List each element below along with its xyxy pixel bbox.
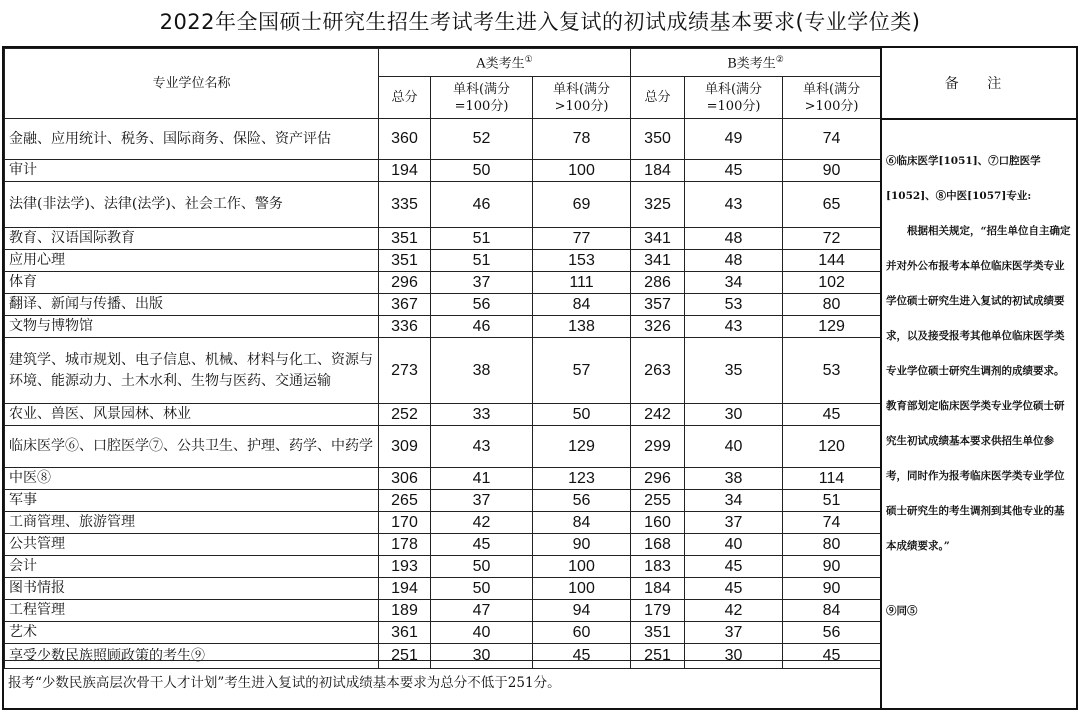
header-group-b: B类考生②	[631, 49, 881, 77]
table-row	[5, 468, 881, 490]
score-a-total: 194	[379, 578, 431, 600]
score-b-total: 160	[631, 512, 685, 534]
score-a-total: 178	[379, 534, 431, 556]
score-b-single-100: 43	[685, 182, 783, 228]
degree-name: 临床医学⑥、口腔医学⑦、公共卫生、护理、药学、中药学	[5, 426, 379, 468]
table-row	[5, 512, 881, 534]
score-a-total: 309	[379, 426, 431, 468]
table-row	[5, 250, 881, 272]
score-a-single-gt100: 94	[533, 600, 631, 622]
score-b-single-100: 45	[685, 556, 783, 578]
score-a-single-gt100: 111	[533, 272, 631, 294]
note-minority: ⑨同⑤	[886, 605, 918, 617]
score-a-total: 193	[379, 556, 431, 578]
score-b-single-100: 48	[685, 250, 783, 272]
score-b-single-100: 40	[685, 426, 783, 468]
score-a-total: 252	[379, 404, 431, 426]
score-b-single-gt100: 53	[783, 338, 881, 404]
score-a-total: 273	[379, 338, 431, 404]
score-b-single-100: 43	[685, 316, 783, 338]
score-a-single-100: 51	[431, 228, 533, 250]
score-a-single-gt100: 57	[533, 338, 631, 404]
score-a-total: 170	[379, 512, 431, 534]
notes-header: 备 注	[882, 48, 1076, 120]
degree-name: 工商管理、旅游管理	[5, 512, 379, 534]
score-a-total: 367	[379, 294, 431, 316]
score-a-single-100: 46	[431, 316, 533, 338]
degree-name: 文物与博物馆	[5, 316, 379, 338]
degree-name: 图书情报	[5, 578, 379, 600]
score-b-single-gt100: 120	[783, 426, 881, 468]
score-a-single-gt100: 153	[533, 250, 631, 272]
score-a-single-100: 42	[431, 512, 533, 534]
score-a-total: 296	[379, 272, 431, 294]
score-b-total: 242	[631, 404, 685, 426]
score-a-total: 265	[379, 490, 431, 512]
score-b-single-100: 30	[685, 644, 783, 669]
score-b-single-gt100: 114	[783, 468, 881, 490]
table-row	[5, 294, 881, 316]
score-a-single-gt100: 84	[533, 294, 631, 316]
degree-name: 艺术	[5, 622, 379, 644]
score-b-total: 296	[631, 468, 685, 490]
score-a-total: 194	[379, 160, 431, 182]
score-b-total: 168	[631, 534, 685, 556]
score-b-total: 350	[631, 119, 685, 160]
score-b-single-gt100: 56	[783, 622, 881, 644]
score-a-total: 189	[379, 600, 431, 622]
score-b-total: 183	[631, 556, 685, 578]
score-b-single-gt100: 129	[783, 316, 881, 338]
score-b-single-gt100: 45	[783, 644, 881, 669]
table-row	[5, 600, 881, 622]
score-b-single-100: 48	[685, 228, 783, 250]
score-a-single-100: 33	[431, 404, 533, 426]
score-b-total: 184	[631, 160, 685, 182]
score-b-single-gt100: 144	[783, 250, 881, 272]
degree-name: 会计	[5, 556, 379, 578]
score-b-total: 179	[631, 600, 685, 622]
score-b-single-100: 49	[685, 119, 783, 160]
table-row	[5, 556, 881, 578]
degree-name: 应用心理	[5, 250, 379, 272]
notes-body	[882, 120, 1076, 629]
degree-name: 教育、汉语国际教育	[5, 228, 379, 250]
score-a-single-100: 30	[431, 644, 533, 669]
score-b-single-100: 37	[685, 622, 783, 644]
table-row	[5, 578, 881, 600]
degree-name: 翻译、新闻与传播、出版	[5, 294, 379, 316]
score-a-total: 306	[379, 468, 431, 490]
table-row	[5, 119, 881, 160]
score-b-single-100: 53	[685, 294, 783, 316]
score-b-total: 341	[631, 228, 685, 250]
score-a-single-gt100: 100	[533, 160, 631, 182]
degree-name: 金融、应用统计、税务、国际商务、保险、资产评估	[5, 119, 379, 160]
degree-name: 中医⑧	[5, 468, 379, 490]
degree-name: 享受少数民族照顾政策的考生⑨	[5, 644, 379, 669]
score-b-total: 326	[631, 316, 685, 338]
header-b-total: 总分	[631, 77, 685, 119]
score-a-single-100: 50	[431, 160, 533, 182]
score-a-single-100: 50	[431, 556, 533, 578]
score-a-total: 360	[379, 119, 431, 160]
score-b-single-gt100: 74	[783, 119, 881, 160]
score-a-single-100: 47	[431, 600, 533, 622]
note-regulation: 根据相关规定，“招生单位自主确定并对外公布报考本单位临床医学类专业学位硕士研究生进入复试的初试成绩要求，以及接受报考其他单位临床医学类专业学位硕士研究生调剂的成绩要求。教育部划定临床医学类专业学位硕士研究生初试成绩基本要求供招生单位参考，同时作为报考临床医学类专业学位硕士研究生的考生调剂到其他专业的基本成绩要求。”	[886, 225, 1071, 552]
score-a-single-gt100: 123	[533, 468, 631, 490]
table-row	[5, 316, 881, 338]
score-b-single-gt100: 45	[783, 404, 881, 426]
table-row	[5, 338, 881, 404]
table-row	[5, 622, 881, 644]
score-b-single-gt100: 65	[783, 182, 881, 228]
score-b-single-gt100: 80	[783, 534, 881, 556]
score-a-single-gt100: 45	[533, 644, 631, 669]
header-a-total: 总分	[379, 77, 431, 119]
score-table-frame	[2, 46, 1078, 710]
degree-name: 建筑学、城市规划、电子信息、机械、材料与化工、资源与环境、能源动力、土木水利、生物与医药、交通运输	[5, 338, 379, 404]
score-a-total: 351	[379, 228, 431, 250]
score-b-single-gt100: 80	[783, 294, 881, 316]
header-b-single-gt100: 单科(满分 >100分)	[783, 77, 881, 119]
score-a-single-gt100: 100	[533, 578, 631, 600]
score-a-single-gt100: 129	[533, 426, 631, 468]
degree-name: 军事	[5, 490, 379, 512]
score-a-single-gt100: 84	[533, 512, 631, 534]
footer-note: 报考“少数民族高层次骨干人才计划”考生进入复试的初试成绩基本要求为总分不低于251分。	[4, 660, 880, 708]
score-b-total: 341	[631, 250, 685, 272]
score-a-single-100: 56	[431, 294, 533, 316]
score-b-single-100: 42	[685, 600, 783, 622]
score-b-total: 325	[631, 182, 685, 228]
score-b-total: 184	[631, 578, 685, 600]
table-row	[5, 404, 881, 426]
note-medical: ⑥临床医学[1051]、⑦口腔医学[1052]、⑧中医[1057]专业:	[886, 155, 1041, 202]
score-a-single-100: 50	[431, 578, 533, 600]
score-a-single-100: 51	[431, 250, 533, 272]
score-a-single-gt100: 50	[533, 404, 631, 426]
score-table	[4, 48, 881, 669]
score-b-total: 357	[631, 294, 685, 316]
score-b-single-100: 45	[685, 160, 783, 182]
score-a-single-gt100: 78	[533, 119, 631, 160]
score-b-single-100: 40	[685, 534, 783, 556]
degree-name: 法律(非法学)、法律(法学)、社会工作、警务	[5, 182, 379, 228]
page-title: 2022年全国硕士研究生招生考试考生进入复试的初试成绩基本要求(专业学位类)	[159, 10, 921, 34]
table-row	[5, 160, 881, 182]
score-b-single-gt100: 90	[783, 578, 881, 600]
table-row	[5, 490, 881, 512]
score-b-single-gt100: 90	[783, 160, 881, 182]
score-a-single-100: 43	[431, 426, 533, 468]
score-a-single-gt100: 77	[533, 228, 631, 250]
score-a-single-100: 45	[431, 534, 533, 556]
score-b-single-100: 38	[685, 468, 783, 490]
degree-name: 农业、兽医、风景园林、林业	[5, 404, 379, 426]
score-b-total: 299	[631, 426, 685, 468]
score-a-single-100: 37	[431, 272, 533, 294]
score-b-single-100: 30	[685, 404, 783, 426]
score-a-total: 335	[379, 182, 431, 228]
score-b-single-100: 34	[685, 490, 783, 512]
score-b-total: 263	[631, 338, 685, 404]
table-row	[5, 272, 881, 294]
table-row	[5, 228, 881, 250]
table-row	[5, 534, 881, 556]
score-a-total: 251	[379, 644, 431, 669]
score-b-single-gt100: 84	[783, 600, 881, 622]
score-a-single-100: 37	[431, 490, 533, 512]
table-row	[5, 182, 881, 228]
score-b-total: 351	[631, 622, 685, 644]
score-a-total: 361	[379, 622, 431, 644]
score-b-single-gt100: 90	[783, 556, 881, 578]
header-a-single-100: 单科(满分 =100分)	[431, 77, 533, 119]
score-b-single-100: 35	[685, 338, 783, 404]
header-name: 专业学位名称	[5, 49, 379, 119]
degree-name: 工程管理	[5, 600, 379, 622]
degree-name: 公共管理	[5, 534, 379, 556]
score-a-single-100: 38	[431, 338, 533, 404]
score-b-total: 255	[631, 490, 685, 512]
score-b-single-gt100: 102	[783, 272, 881, 294]
score-a-total: 351	[379, 250, 431, 272]
score-a-single-gt100: 100	[533, 556, 631, 578]
score-b-single-gt100: 51	[783, 490, 881, 512]
table-row	[5, 426, 881, 468]
score-a-single-gt100: 60	[533, 622, 631, 644]
score-a-single-100: 41	[431, 468, 533, 490]
score-a-single-100: 52	[431, 119, 533, 160]
score-a-single-gt100: 90	[533, 534, 631, 556]
score-b-single-gt100: 74	[783, 512, 881, 534]
score-a-single-100: 40	[431, 622, 533, 644]
degree-name: 体育	[5, 272, 379, 294]
header-group-a: A类考生①	[379, 49, 631, 77]
score-a-single-gt100: 56	[533, 490, 631, 512]
degree-name: 审计	[5, 160, 379, 182]
score-b-single-gt100: 72	[783, 228, 881, 250]
score-a-single-gt100: 69	[533, 182, 631, 228]
score-a-single-gt100: 138	[533, 316, 631, 338]
score-b-single-100: 37	[685, 512, 783, 534]
score-b-total: 286	[631, 272, 685, 294]
score-b-single-100: 45	[685, 578, 783, 600]
header-b-single-100: 单科(满分 =100分)	[685, 77, 783, 119]
score-a-single-100: 46	[431, 182, 533, 228]
notes-column	[880, 48, 1076, 708]
score-a-total: 336	[379, 316, 431, 338]
score-b-single-100: 34	[685, 272, 783, 294]
header-a-single-gt100: 单科(满分 >100分)	[533, 77, 631, 119]
score-b-total: 251	[631, 644, 685, 669]
